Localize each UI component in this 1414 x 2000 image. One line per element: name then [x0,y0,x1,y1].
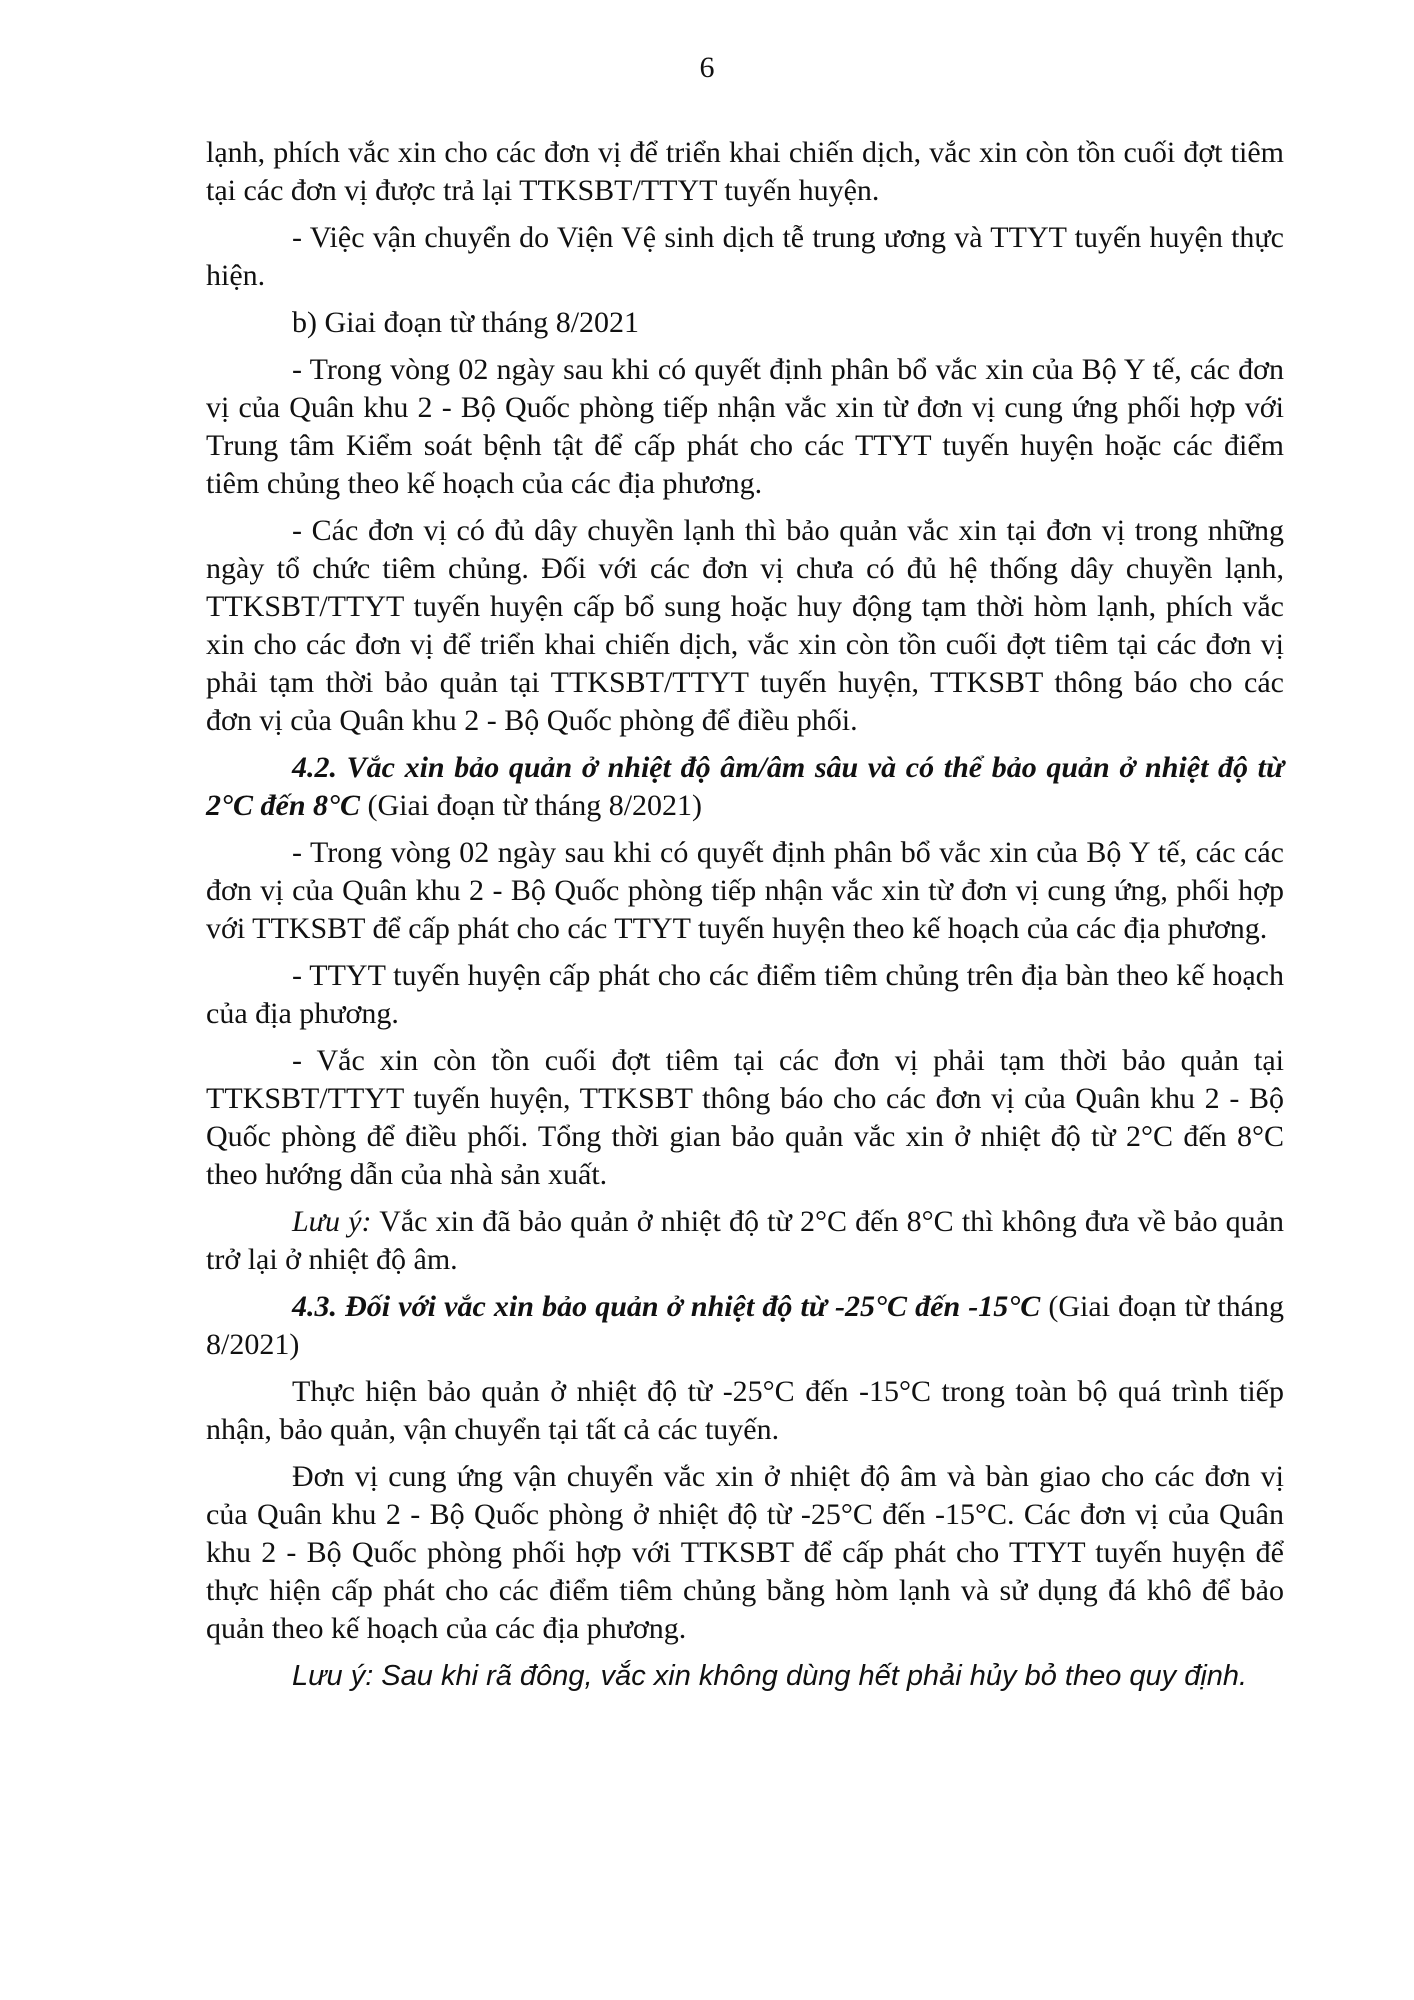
paragraph-4-2-distribution: - TTYT tuyến huyện cấp phát cho các điểm tiêm chủng trên địa bàn theo kế hoạch của địa phương. [206,959,1284,1030]
page-number: 6 [699,51,715,84]
note-4-3: Lưu ý: Sau khi rã đông, vắc xin không dùng hết phải hủy bỏ theo quy định. [292,1660,1248,1692]
paragraph-4-2-storage: - Vắc xin còn tồn cuối đợt tiêm tại các đơn vị phải tạm thời bảo quản tại TTKSBT/TTYT tuyến huyện, TTKSBT thông báo cho các đơn vị của Quân khu 2 - Bộ Quốc phòng để điều phối. Tổng thời gian bảo quản vắc xin ở nhiệt độ từ 2°C đến 8°C theo hướng dẫn của nhà sản xuất. [206,1044,1284,1191]
paragraph-transport: - Việc vận chuyển do Viện Vệ sinh dịch tễ trung ương và TTYT tuyến huyện thực hiện. [206,221,1284,292]
paragraph-continuation: lạnh, phích vắc xin cho các đơn vị để triển khai chiến dịch, vắc xin còn tồn cuối đợt tiêm tại các đơn vị được trả lại TTKSBT/TTYT tuyến huyện. [206,136,1284,207]
heading-4-3-period: (Giai đoạn từ tháng 8/2021) [206,1290,1284,1361]
note-label: Lưu ý: [292,1205,372,1238]
heading-4-3 [206,1288,1284,1364]
document-body [206,134,1284,1704]
heading-4-2 [206,749,1284,825]
note-text: Vắc xin đã bảo quản ở nhiệt độ từ 2°C đến 8°C thì không đưa về bảo quản trở lại ở nhiệt độ âm. [206,1205,1284,1276]
paragraph-4-3-handover: Đơn vị cung ứng vận chuyển vắc xin ở nhiệt độ âm và bàn giao cho các đơn vị của Quân khu 2 - Bộ Quốc phòng ở nhiệt độ từ -25°C đến -15°C. Các đơn vị của Quân khu 2 - Bộ Quốc phòng phối hợp với TTKSBT để cấp phát cho TTYT tuyến huyện để thực hiện cấp phát cho các điểm tiêm chủng bằng hòm lạnh và sử dụng đá khô để bảo quản theo kế hoạch của các địa phương. [206,1460,1284,1645]
paragraph-4-2-allocation: - Trong vòng 02 ngày sau khi có quyết định phân bổ vắc xin của Bộ Y tế, các các đơn vị của Quân khu 2 - Bộ Quốc phòng tiếp nhận vắc xin từ đơn vị cung ứng, phối hợp với TTKSBT để cấp phát cho các TTYT tuyến huyện theo kế hoạch của các địa phương. [206,836,1284,945]
paragraph-4-3-storage: Thực hiện bảo quản ở nhiệt độ từ -25°C đến -15°C trong toàn bộ quá trình tiếp nhận, bảo quản, vận chuyển tại tất cả các tuyến. [206,1375,1284,1446]
paragraph-allocation: - Trong vòng 02 ngày sau khi có quyết định phân bổ vắc xin của Bộ Y tế, các đơn vị của Quân khu 2 - Bộ Quốc phòng tiếp nhận vắc xin từ đơn vị cung ứng phối hợp với Trung tâm Kiểm soát bệnh tật để cấp phát cho các TTYT tuyến huyện hoặc các điểm tiêm chủng theo kế hoạch của các địa phương. [206,353,1284,500]
note-4-2 [206,1203,1284,1279]
heading-4-2-period: (Giai đoạn từ tháng 8/2021) [360,789,703,822]
subheading-b: b) Giai đoạn từ tháng 8/2021 [292,306,640,339]
heading-4-2-title: 4.2. Vắc xin bảo quản ở nhiệt độ âm/âm sâu và có thể bảo quản ở nhiệt độ từ 2°C đến 8°C [206,751,1284,822]
heading-4-3-title: 4.3. Đối với vắc xin bảo quản ở nhiệt độ từ -25°C đến -15°C [292,1290,1041,1323]
paragraph-cold-chain: - Các đơn vị có đủ dây chuyền lạnh thì bảo quản vắc xin tại đơn vị trong những ngày tổ chức tiêm chủng. Đối với các đơn vị chưa có đủ hệ thống dây chuyền lạnh, TTKSBT/TTYT tuyến huyện cấp bổ sung hoặc huy động tạm thời hòm lạnh, phích vắc xin cho các đơn vị để triển khai chiến dịch, vắc xin còn tồn cuối đợt tiêm tại các đơn vị phải tạm thời bảo quản tại TTKSBT/TTYT tuyến huyện, TTKSBT thông báo cho các đơn vị của Quân khu 2 - Bộ Quốc phòng để điều phối. [206,514,1284,737]
